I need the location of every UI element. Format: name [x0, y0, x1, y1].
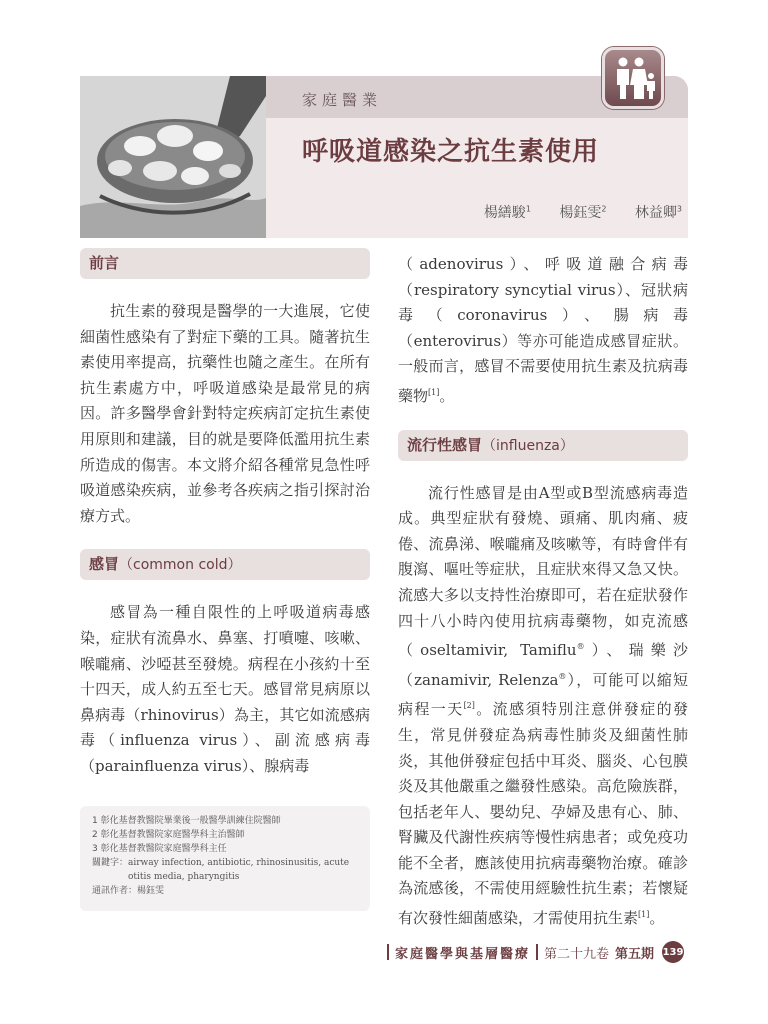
heading-influenza-zh: 流行性感冒 [407, 435, 483, 454]
family-icon [602, 47, 664, 109]
flu-ref-1: [2] [463, 701, 475, 711]
cold-cont-tail: 。 [439, 386, 455, 405]
page-footer [381, 941, 684, 963]
flu-reg-1: ® [576, 642, 585, 652]
journal-volume: 第二十九卷 [543, 946, 609, 962]
author-3: 林益卿$^3$ [634, 204, 682, 221]
cold-cont-ref: [1] [428, 387, 440, 397]
heading-influenza [398, 430, 688, 461]
author-1: 楊繕駿$^1$ [483, 204, 531, 221]
keywords-line [92, 856, 358, 884]
influenza-paragraph [398, 481, 688, 932]
flu-text-2: ）、瑞樂沙（zanamivir, Relenza [398, 641, 688, 689]
footnote-2: 2 彰化基督教醫院家庭醫學科主治醫師 [92, 830, 245, 840]
footnote-3: 3 彰化基督教醫院家庭醫學科主任 [92, 844, 227, 854]
flu-tail: 。 [649, 909, 665, 928]
section-category: 家庭醫業 [302, 91, 383, 109]
header-photo-spoon [80, 76, 266, 238]
keywords-label: 關鍵字： [92, 858, 129, 868]
left-column [80, 248, 370, 780]
author-2: 楊鈺雯$^2$ [559, 204, 607, 221]
journal-name: 家庭醫學與基層醫療 [394, 946, 530, 962]
intro-paragraph: 抗生素的發現是醫學的一大進展，它使細菌性感染有了對症下藥的工具。隨著抗生素使用率提高，抗藥性也隨之產生。在所有抗生素處方中，呼吸道感染是最常見的病因。許多醫學會針對特定疾病訂定抗生素使用原則和建議，目的就是要降低濫用抗生素所造成的傷害。本文將介紹各種常見急性呼吸道感染疾病，並參考各疾病之指引探討治療方式。 [80, 302, 370, 525]
flu-reg-2: ® [558, 671, 567, 681]
keywords-value: airway infection, antibiotic, rhinosinusitis, acute otitis media, pharyngitis [128, 858, 350, 882]
footnote-box [80, 806, 370, 911]
flu-text-4: 。流感須特別注意併發症的發生，常見併發症為病毒性肺炎及細菌性肺炎，其他併發症包括中耳炎、腦炎、心包膜炎及其他嚴重之繼發性感染。高危險族群，包括老年人、嬰幼兒、孕婦及患有心、肺、腎臟及代謝性疾病等慢性病患者；或免疫功能不全者，應該使用抗病毒藥物治療。確診為流感後，不需使用經驗性抗生素；若懷疑有次發性細菌感染，才需使用抗生素 [398, 700, 688, 928]
footer-divider [387, 944, 389, 960]
cold-cont-text: （adenovirus）、呼吸道融合病毒（respiratory syncytial virus）、冠狀病毒（coronavirus）、腸病毒（enterovirus）等亦可能造成感冒症狀。一般而言，感冒不需要使用抗生素及抗病毒藥物 [398, 255, 688, 405]
heading-common-cold-zh: 感冒 [89, 555, 120, 574]
article-title: 呼吸道感染之抗生素使用 [302, 137, 600, 167]
page-number: 139 [662, 941, 684, 963]
journal-issue: 第五期 [614, 946, 654, 962]
cold-paragraph: 感冒為一種自限性的上呼吸道病毒感染，症狀有流鼻水、鼻塞、打噴嚏、咳嗽、喉嚨痛、沙啞甚至發燒。病程在小孩約十至十四天，成人約五至七天。感冒常見病原以鼻病毒（rhinovirus）為主，其它如流感病毒（influenza virus）、副流感病毒（parainfluenza virus）、腺病毒 [80, 603, 370, 775]
author-list [460, 202, 682, 222]
heading-common-cold [80, 549, 370, 580]
flu-ref-2: [1] [638, 910, 650, 920]
heading-intro: 前言 [80, 248, 370, 279]
corresponding-author: 通訊作者：楊鈺雯 [92, 886, 165, 896]
heading-influenza-en: （influenza） [482, 437, 574, 454]
cold-paragraph-continued [398, 252, 688, 410]
flu-text-3: ），可能可以縮短病程一天 [398, 670, 688, 719]
footnote-1: 1 彰化基督教醫院畢業後一般醫學訓練住院醫師 [92, 816, 281, 826]
heading-common-cold-en: （common cold） [119, 557, 242, 574]
footer-divider [536, 944, 538, 960]
right-column [398, 252, 688, 932]
flu-text-1: 流行性感冒是由A型或B型流感病毒造成。典型症狀有發燒、頭痛、肌肉痛、疲倦、流鼻涕、喉嚨痛及咳嗽等，有時會伴有腹瀉、嘔吐等症狀，且症狀來得又急又快。流感大多以支持性治療即可，若在症狀發作四十八小時內使用抗病毒藥物，如克流感（oseltamivir, Tamiflu [398, 483, 688, 660]
